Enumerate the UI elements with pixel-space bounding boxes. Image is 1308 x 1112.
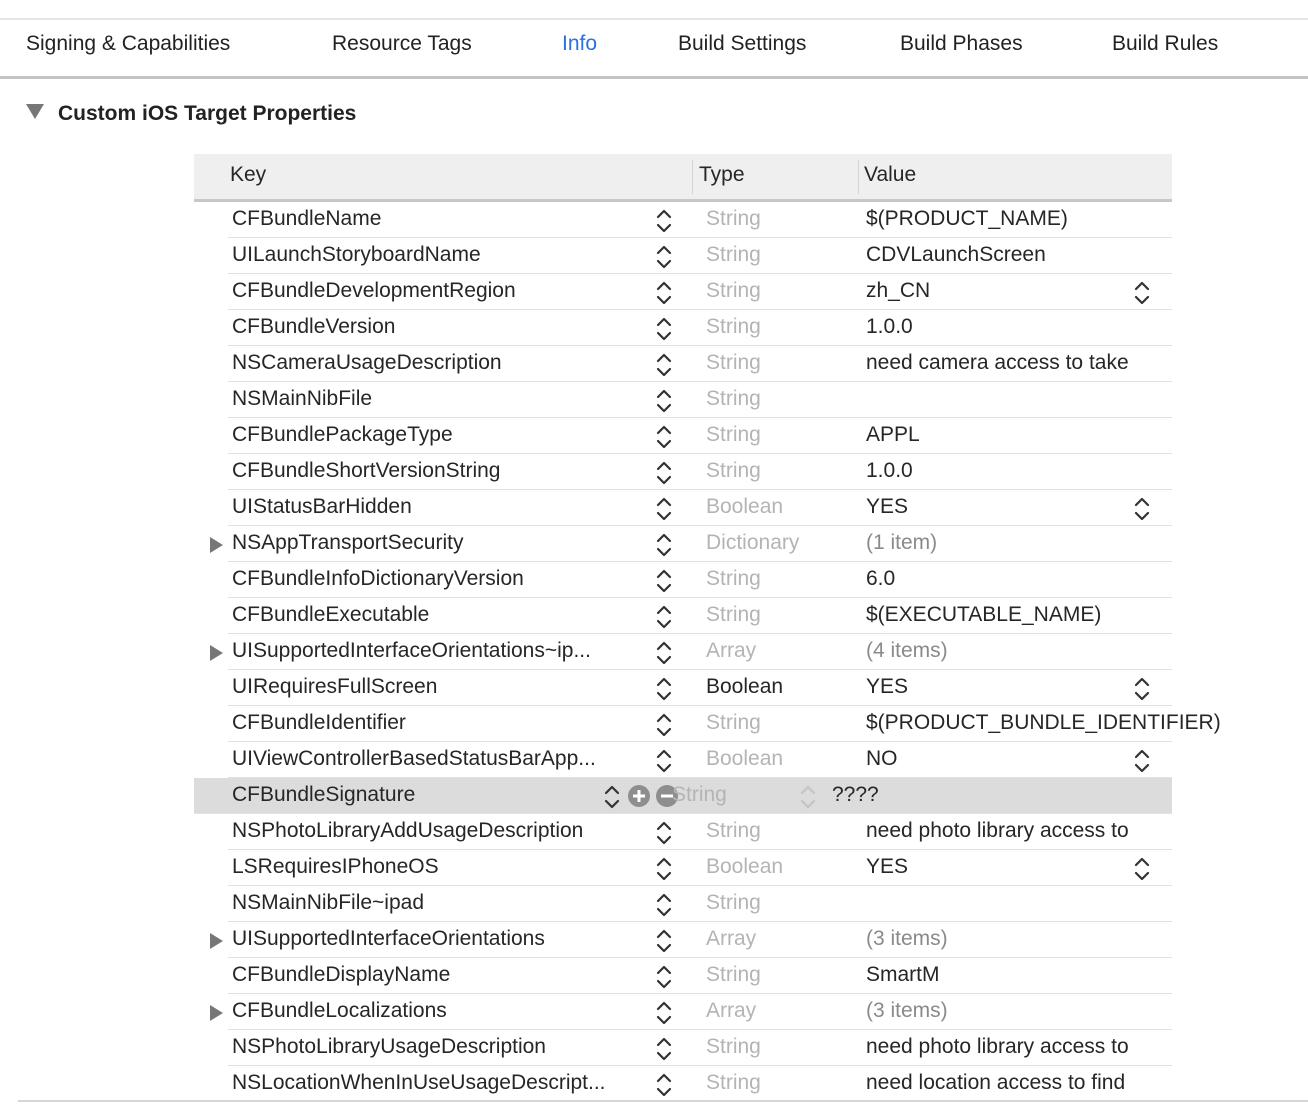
key-cell[interactable]: NSAppTransportSecurity (232, 531, 464, 554)
key-cell[interactable]: LSRequiresIPhoneOS (232, 855, 439, 878)
value-cell[interactable]: zh_CN (866, 279, 931, 302)
type-cell[interactable]: String (706, 891, 761, 914)
type-cell[interactable]: String (706, 243, 761, 266)
type-cell[interactable]: Boolean (706, 675, 784, 698)
value-stepper-icon[interactable] (1134, 280, 1150, 306)
key-cell[interactable]: NSCameraUsageDescription (232, 351, 502, 374)
table-row[interactable] (228, 1066, 1172, 1102)
value-cell[interactable]: 1.0.0 (866, 459, 913, 482)
key-stepper-icon[interactable] (656, 748, 672, 774)
bottom-divider (18, 1100, 1308, 1102)
table-row[interactable] (228, 418, 1172, 454)
expand-triangle-icon[interactable] (210, 933, 223, 949)
key-stepper-icon[interactable] (656, 532, 672, 558)
key-stepper-icon[interactable] (656, 928, 672, 954)
tab-info[interactable]: Info (562, 32, 598, 55)
column-divider[interactable] (692, 160, 693, 194)
value-cell[interactable]: $(PRODUCT_BUNDLE_IDENTIFIER) (866, 711, 1221, 734)
type-cell[interactable]: Boolean (706, 495, 784, 518)
type-cell[interactable]: String (706, 603, 761, 626)
type-cell[interactable]: String (706, 819, 761, 842)
disclosure-triangle-icon[interactable] (26, 104, 44, 119)
value-stepper-icon[interactable] (1134, 856, 1150, 882)
key-cell[interactable]: NSMainNibFile~ipad (232, 891, 425, 914)
value-cell[interactable]: NO (866, 747, 898, 770)
value-cell[interactable]: $(EXECUTABLE_NAME) (866, 603, 1102, 626)
table-row[interactable] (228, 346, 1172, 382)
key-cell[interactable]: CFBundleExecutable (232, 603, 430, 626)
key-cell[interactable]: CFBundleLocalizations (232, 999, 447, 1022)
tab-build-rules[interactable]: Build Rules (1112, 32, 1219, 55)
type-cell[interactable]: String (706, 279, 761, 302)
column-header-value[interactable]: Value (864, 163, 917, 186)
key-cell[interactable]: CFBundleSignature (232, 783, 416, 806)
key-stepper-icon[interactable] (656, 244, 672, 270)
table-row[interactable] (228, 1030, 1172, 1066)
key-cell[interactable]: UIViewControllerBasedStatusBarApp... (232, 747, 596, 770)
table-row[interactable] (228, 526, 1172, 562)
key-stepper-icon[interactable] (656, 388, 672, 414)
table-row[interactable] (228, 202, 1172, 238)
key-cell[interactable]: CFBundleVersion (232, 315, 396, 338)
key-stepper-icon[interactable] (656, 280, 672, 306)
value-stepper-icon[interactable] (1134, 496, 1150, 522)
section-title: Custom iOS Target Properties (58, 102, 357, 125)
expand-triangle-icon[interactable] (210, 645, 223, 661)
tab-build-settings[interactable]: Build Settings (678, 32, 807, 55)
key-cell[interactable]: NSPhotoLibraryAddUsageDescription (232, 819, 584, 842)
key-cell[interactable]: NSPhotoLibraryUsageDescription (232, 1035, 546, 1058)
value-cell[interactable]: 1.0.0 (866, 315, 913, 338)
key-cell[interactable]: CFBundleInfoDictionaryVersion (232, 567, 524, 590)
key-stepper-icon[interactable] (656, 352, 672, 378)
table-row[interactable] (228, 706, 1221, 742)
table-row[interactable] (228, 454, 1172, 490)
table-row[interactable] (228, 850, 1172, 886)
column-header-type[interactable]: Type (699, 163, 745, 186)
key-stepper-icon[interactable] (656, 496, 672, 522)
key-stepper-icon[interactable] (656, 1072, 672, 1098)
value-cell[interactable]: CDVLaunchScreen (866, 243, 1046, 266)
key-cell[interactable]: CFBundlePackageType (232, 423, 453, 446)
type-cell[interactable]: Array (706, 999, 757, 1022)
key-cell[interactable]: CFBundleIdentifier (232, 711, 406, 734)
key-cell[interactable]: NSMainNibFile (232, 387, 373, 410)
column-divider[interactable] (858, 160, 859, 194)
table-row[interactable] (194, 778, 1172, 814)
type-cell[interactable]: Boolean (706, 747, 784, 770)
type-cell[interactable]: String (706, 711, 761, 734)
key-cell[interactable]: CFBundleName (232, 207, 382, 230)
key-cell[interactable]: UIRequiresFullScreen (232, 675, 438, 698)
value-cell[interactable]: need photo library access to (866, 819, 1129, 842)
key-stepper-icon[interactable] (656, 604, 672, 630)
key-stepper-icon[interactable] (656, 1000, 672, 1026)
key-stepper-icon[interactable] (656, 1036, 672, 1062)
key-stepper-icon[interactable] (656, 892, 672, 918)
table-row[interactable] (228, 274, 1172, 310)
editor-tab-bar (0, 20, 1308, 79)
value-cell[interactable]: (4 items) (866, 639, 948, 662)
type-cell[interactable]: String (706, 567, 761, 590)
value-cell[interactable]: (3 items) (866, 999, 948, 1022)
table-row[interactable] (228, 886, 1172, 922)
key-stepper-icon[interactable] (656, 856, 672, 882)
table-row[interactable] (228, 562, 1172, 598)
value-stepper-icon[interactable] (1134, 676, 1150, 702)
key-stepper-icon[interactable] (656, 568, 672, 594)
table-row[interactable] (228, 958, 1172, 994)
table-row[interactable] (228, 634, 1172, 670)
type-cell[interactable]: Boolean (706, 855, 784, 878)
value-cell[interactable]: (1 item) (866, 531, 938, 554)
value-stepper-icon[interactable] (1134, 748, 1150, 774)
value-cell[interactable]: (3 items) (866, 927, 948, 950)
type-cell[interactable]: String (672, 783, 727, 806)
value-cell[interactable]: ???? (832, 783, 879, 806)
tab-build-phases[interactable]: Build Phases (900, 32, 1023, 55)
key-cell[interactable]: NSLocationWhenInUseUsageDescript... (232, 1071, 606, 1094)
key-stepper-icon[interactable] (604, 784, 620, 810)
type-cell[interactable]: String (706, 963, 761, 986)
table-row[interactable] (228, 742, 1172, 778)
key-cell[interactable]: UISupportedInterfaceOrientations~ip... (232, 639, 591, 662)
type-cell[interactable]: String (706, 315, 761, 338)
key-cell[interactable]: UIStatusBarHidden (232, 495, 412, 518)
type-cell[interactable]: Array (706, 639, 757, 662)
key-cell[interactable]: CFBundleShortVersionString (232, 459, 501, 482)
value-cell[interactable]: YES (866, 675, 909, 698)
properties-table (194, 154, 1221, 1102)
key-cell[interactable]: CFBundleDevelopmentRegion (232, 279, 516, 302)
key-cell[interactable]: UISupportedInterfaceOrientations (232, 927, 545, 950)
section-header[interactable] (26, 102, 356, 126)
value-cell[interactable]: need photo library access to (866, 1035, 1129, 1058)
table-header (194, 154, 1172, 202)
table-row[interactable] (228, 310, 1172, 346)
value-cell[interactable]: YES (866, 855, 909, 878)
value-cell[interactable]: need location access to find (866, 1071, 1126, 1094)
type-cell[interactable]: String (706, 351, 761, 374)
key-cell[interactable]: UILaunchStoryboardName (232, 243, 481, 266)
key-stepper-icon[interactable] (656, 460, 672, 486)
type-cell[interactable]: String (706, 459, 761, 482)
type-cell[interactable]: Array (706, 927, 757, 950)
table-row[interactable] (228, 994, 1172, 1030)
key-stepper-icon[interactable] (656, 676, 672, 702)
type-cell[interactable]: String (706, 1035, 761, 1058)
key-stepper-icon[interactable] (656, 820, 672, 846)
expand-triangle-icon[interactable] (210, 537, 223, 553)
tab-signing-capabilities[interactable]: Signing & Capabilities (26, 32, 231, 55)
add-row-button[interactable] (628, 785, 650, 807)
table-row[interactable] (228, 598, 1172, 634)
type-cell[interactable]: Dictionary (706, 531, 800, 554)
type-cell[interactable]: String (706, 1071, 761, 1094)
key-stepper-icon[interactable] (656, 424, 672, 450)
key-stepper-icon[interactable] (656, 964, 672, 990)
table-row[interactable] (228, 490, 1172, 526)
value-cell[interactable]: $(PRODUCT_NAME) (866, 207, 1068, 230)
expand-triangle-icon[interactable] (210, 1005, 223, 1021)
column-header-key[interactable]: Key (230, 163, 267, 186)
key-stepper-icon[interactable] (656, 640, 672, 666)
key-stepper-icon[interactable] (656, 208, 672, 234)
value-cell[interactable]: SmartM (866, 963, 940, 986)
key-stepper-icon[interactable] (656, 712, 672, 738)
type-cell[interactable]: String (706, 207, 761, 230)
table-row[interactable] (228, 238, 1172, 274)
type-cell[interactable]: String (706, 423, 761, 446)
key-cell[interactable]: CFBundleDisplayName (232, 963, 451, 986)
table-row[interactable] (228, 814, 1172, 850)
table-row[interactable] (228, 922, 1172, 958)
key-stepper-icon[interactable] (656, 316, 672, 342)
tab-resource-tags[interactable]: Resource Tags (332, 32, 472, 55)
value-cell[interactable]: YES (866, 495, 909, 518)
table-row[interactable] (228, 670, 1172, 706)
type-stepper-icon[interactable] (800, 784, 816, 810)
type-cell[interactable]: String (706, 387, 761, 410)
value-cell[interactable]: need camera access to take (866, 351, 1129, 374)
table-row[interactable] (228, 382, 1172, 418)
value-cell[interactable]: 6.0 (866, 567, 896, 590)
value-cell[interactable]: APPL (866, 423, 920, 446)
